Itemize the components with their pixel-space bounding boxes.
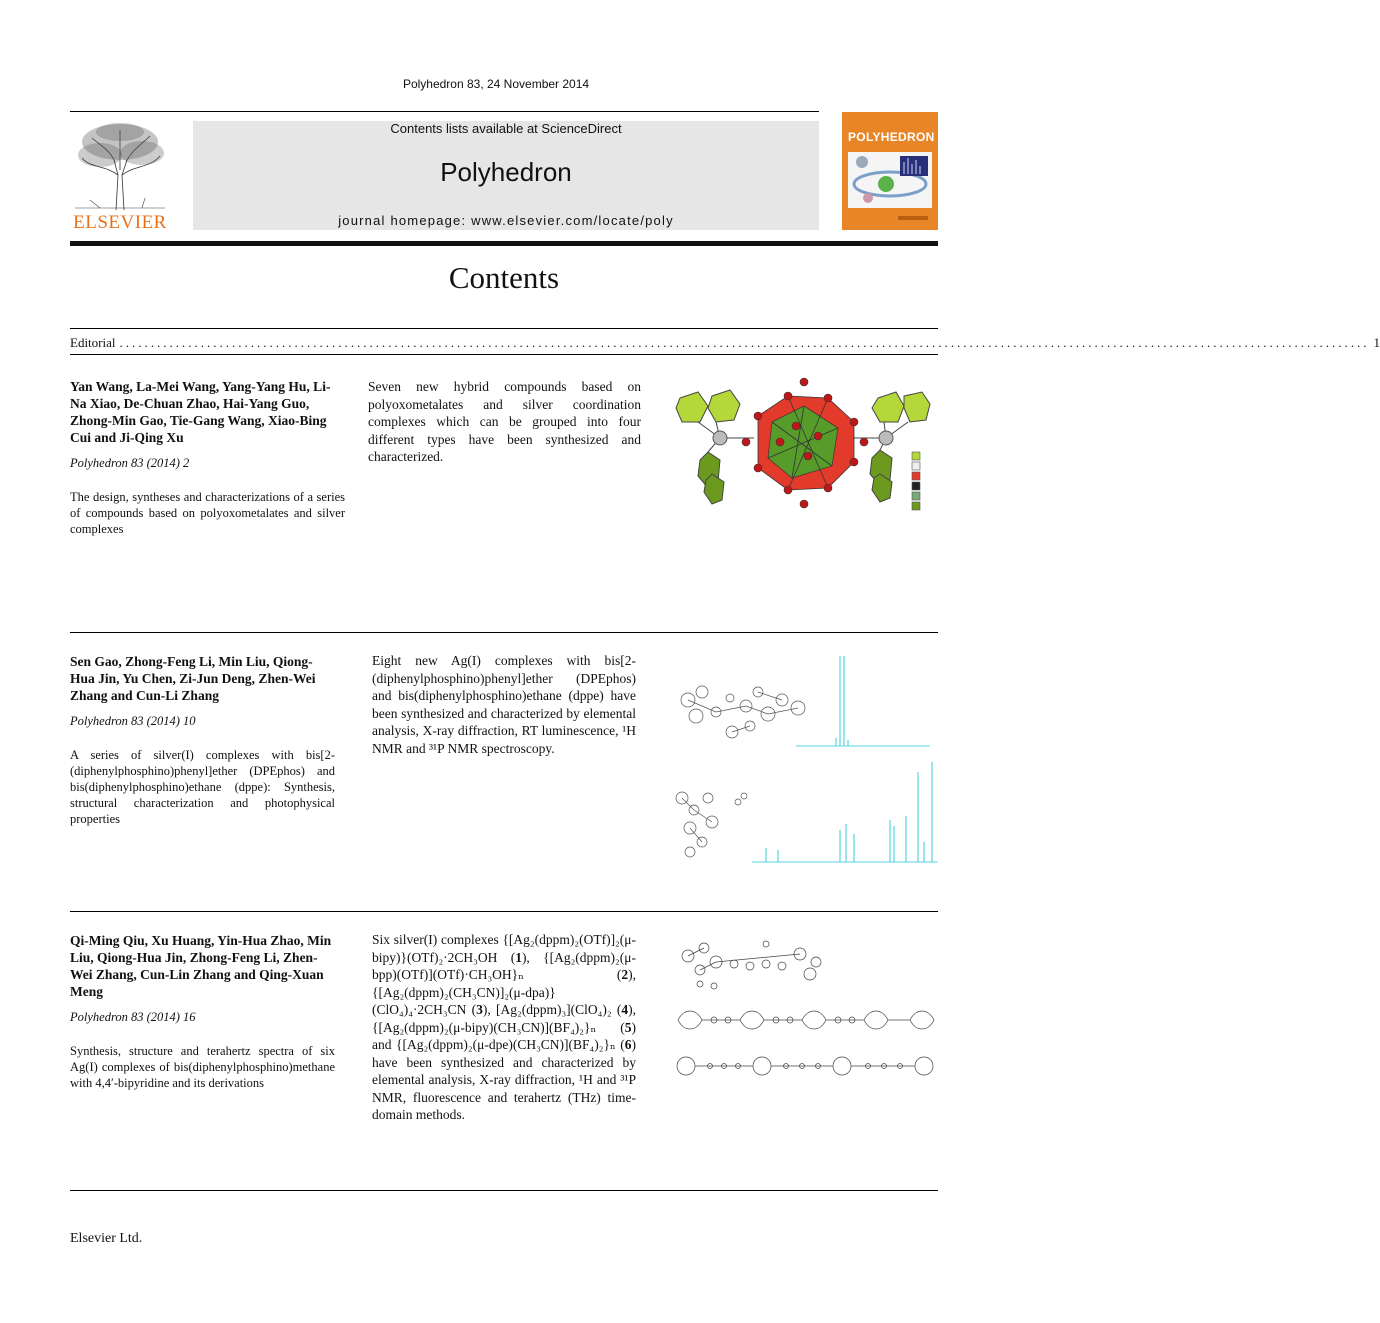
- journal-banner: [193, 121, 819, 230]
- article-citation[interactable]: Polyhedron 83 (2014) 10: [70, 714, 196, 728]
- cover-artwork: [842, 146, 938, 230]
- article-2-graphical-abstract: [668, 652, 940, 866]
- article-3-abstract: Six silver(I) complexes {[Ag₂(dppm)₂(OTf)]₂(μ-bipy)}(OTf)₂·2CH₃OH (1), {[Ag₂(dppm)₂(μ-bpp)(OTf)](OTf)·CH₃OH}ₙ (2), {[Ag₂(dppm)₂(CH₃CN)]₂(μ-dpa)}(ClO₄)₄·2CH₃CN (3), [Ag₂(dppm)₃](ClO₄)₂ (4), {[Ag₂(dppm)₂(μ-bipy)(CH₃CN)](BF₄)₂}ₙ (5) and {[Ag₂(dppm)₂(μ-dpe)(CH₃CN)](BF₄)₂}ₙ (6) have been synthesized and characterized by elemental analysis, X-ray diffraction, ¹H and ³¹P NMR, fluorescence and terahertz (THz) time-domain methods.: [372, 932, 636, 1122]
- article-authors: Yan Wang, La-Mei Wang, Yang-Yang Hu, Li-Na Xiao, De-Chuan Zhao, Hai-Yang Guo, Zhong-Min Gao, Tie-Gang Wang, Xiao-Bing Cui and Ji-Qing Xu: [70, 379, 331, 445]
- article-2-meta: [70, 653, 335, 827]
- article-authors: Sen Gao, Zhong-Feng Li, Min Liu, Qiong-Hua Jin, Yu Chen, Zi-Jun Deng, Zhen-Wei Zhang and Cun-Li Zhang: [70, 654, 316, 703]
- article-1-meta: [70, 378, 345, 537]
- toc-bottom-rule: [70, 1190, 938, 1191]
- sciencedirect-link[interactable]: Contents lists available at ScienceDirect: [390, 121, 622, 136]
- tree-icon: [70, 120, 170, 212]
- article-title[interactable]: Synthesis, structure and terahertz spectra of six Ag(I) complexes of bis(diphenylphosphino)methane with 4,4′-bipyridine and its derivations: [70, 1044, 335, 1090]
- journal-homepage-link[interactable]: journal homepage: www.elsevier.com/locate/poly: [338, 213, 674, 228]
- issue-citation: Polyhedron 83, 24 November 2014: [402, 77, 590, 91]
- header-thick-rule: [70, 241, 938, 246]
- article-separator: [70, 911, 938, 912]
- article-title[interactable]: A series of silver(I) complexes with bis[2-(diphenylphosphino)phenyl]ether (DPEphos) and bis(diphenylphosphino)ethane (dppe): Synthesis, structural characterization and photophysical properties: [70, 748, 335, 826]
- elsevier-wordmark: ELSEVIER: [73, 212, 167, 233]
- article-title[interactable]: The design, syntheses and characterizations of a series of compounds based on polyoxometalates and silver complexes: [70, 490, 345, 536]
- editorial-entry[interactable]: [70, 335, 1380, 351]
- article-citation[interactable]: Polyhedron 83 (2014) 16: [70, 1010, 196, 1024]
- article-1-abstract: Seven new hybrid compounds based on polyoxometalates and silver coordination complexes which can be grouped into four different types have been synthesized and characterized.: [368, 379, 641, 464]
- toc-rule: [70, 354, 938, 355]
- editorial-page: 1: [1373, 335, 1380, 350]
- article-3-graphical-abstract: [670, 936, 940, 1086]
- article-separator: [70, 632, 938, 633]
- article-3-meta: [70, 932, 335, 1091]
- page-title: Contents: [448, 260, 560, 295]
- journal-name: Polyhedron: [440, 157, 572, 187]
- leader-dots: ........................................................................................................................................................................................................: [119, 335, 1370, 350]
- article-2-abstract: Eight new Ag(I) complexes with bis[2-(diphenylphosphino)phenyl]ether (DPEphos) and bis(diphenylphosphino)ethane (dppe) have been synthesized and characterized by elemental analysis, X-ray diffraction, RT luminescence, ¹H NMR and ³¹P NMR spectroscopy.: [372, 653, 636, 756]
- article-citation[interactable]: Polyhedron 83 (2014) 2: [70, 456, 190, 470]
- article-1-graphical-abstract: [668, 376, 938, 514]
- journal-cover-image[interactable]: [842, 112, 938, 230]
- publisher-footer: Elsevier Ltd.: [70, 1231, 143, 1246]
- cover-title: POLYHEDRON: [848, 130, 935, 144]
- elsevier-logo[interactable]: [70, 120, 170, 232]
- toc-top-rule: [70, 328, 938, 329]
- editorial-label: Editorial: [70, 335, 116, 350]
- article-authors: Qi-Ming Qiu, Xu Huang, Yin-Hua Zhao, Min Liu, Qiong-Hua Jin, Zhong-Feng Li, Zhen-Wei Zhang, Cun-Lin Zhang and Qing-Xuan Meng: [70, 933, 332, 999]
- header-rule: [70, 111, 819, 112]
